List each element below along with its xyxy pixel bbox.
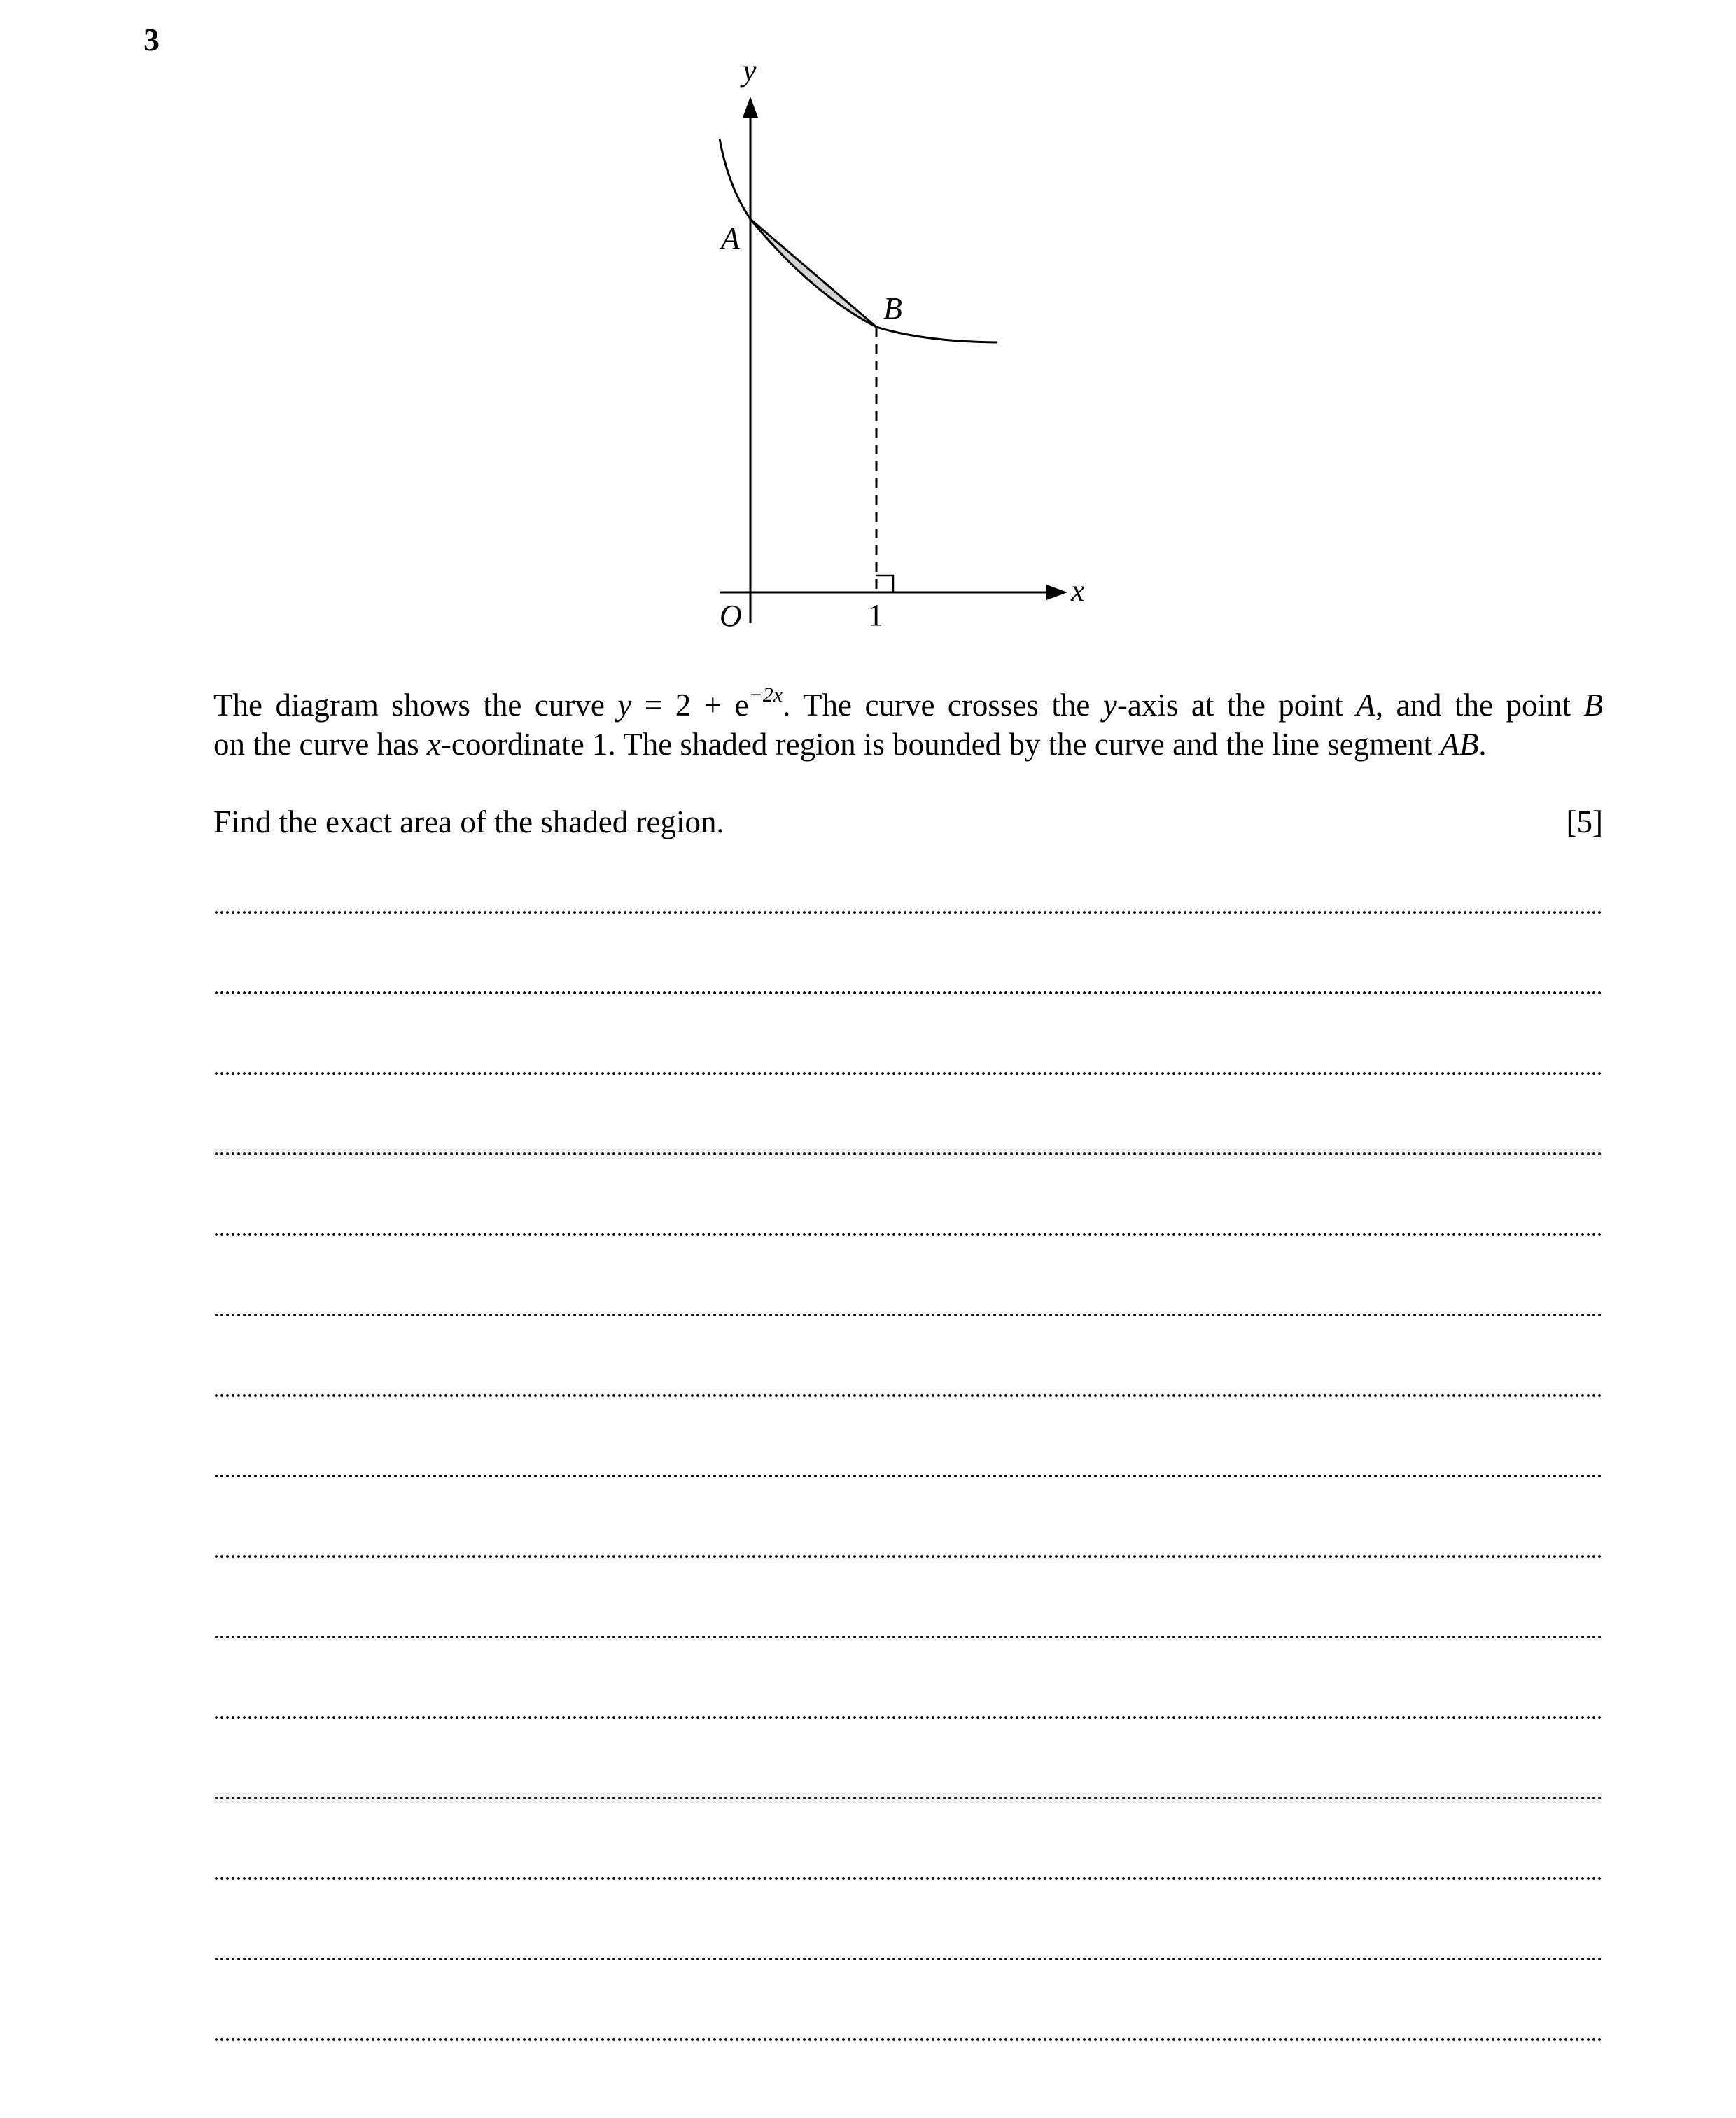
- curve-diagram: [0, 0, 1736, 700]
- x-axis-label: x: [1071, 573, 1085, 608]
- answer-line[interactable]: [214, 1071, 1603, 1075]
- marks: [5]: [1566, 804, 1603, 839]
- instruction-row: [214, 804, 1603, 840]
- answer-line[interactable]: [214, 991, 1603, 995]
- answer-line[interactable]: [214, 1635, 1603, 1639]
- answer-lines: [214, 910, 1603, 2118]
- point-a-label: A: [721, 221, 740, 256]
- answer-line[interactable]: [214, 1957, 1603, 1961]
- answer-line[interactable]: [214, 1393, 1603, 1398]
- x-tick-label: 1: [868, 598, 883, 632]
- point-b-label: B: [883, 291, 902, 326]
- answer-line[interactable]: [214, 910, 1603, 914]
- answer-line[interactable]: [214, 2037, 1603, 2042]
- answer-line[interactable]: [214, 1152, 1603, 1156]
- answer-line[interactable]: [214, 1554, 1603, 1559]
- right-angle-mark: [876, 576, 893, 592]
- question-text-line-2: on the curve has x-coordinate 1. The shaded region is bounded by the curve and the line segment AB.: [214, 727, 1487, 762]
- origin-label: O: [720, 599, 742, 633]
- answer-line[interactable]: [214, 1232, 1603, 1236]
- y-axis-label: y: [743, 53, 757, 88]
- answer-line[interactable]: [214, 1796, 1603, 1800]
- question-number: 3: [144, 22, 160, 57]
- question-text-line-1: The diagram shows the curve $y = 2 + e^{-2x}$. The curve crosses the y-axis at the point A, and the point B: [214, 683, 1604, 723]
- answer-line[interactable]: [214, 1474, 1603, 1478]
- answer-line[interactable]: [214, 1876, 1603, 1881]
- answer-line[interactable]: [214, 1715, 1603, 1720]
- answer-line[interactable]: [214, 1313, 1603, 1317]
- x-axis-arrow: [1046, 585, 1068, 600]
- chord-ab: [750, 219, 876, 327]
- y-axis-arrow: [743, 97, 758, 118]
- instruction-text: Find the exact area of the shaded region.: [214, 804, 724, 839]
